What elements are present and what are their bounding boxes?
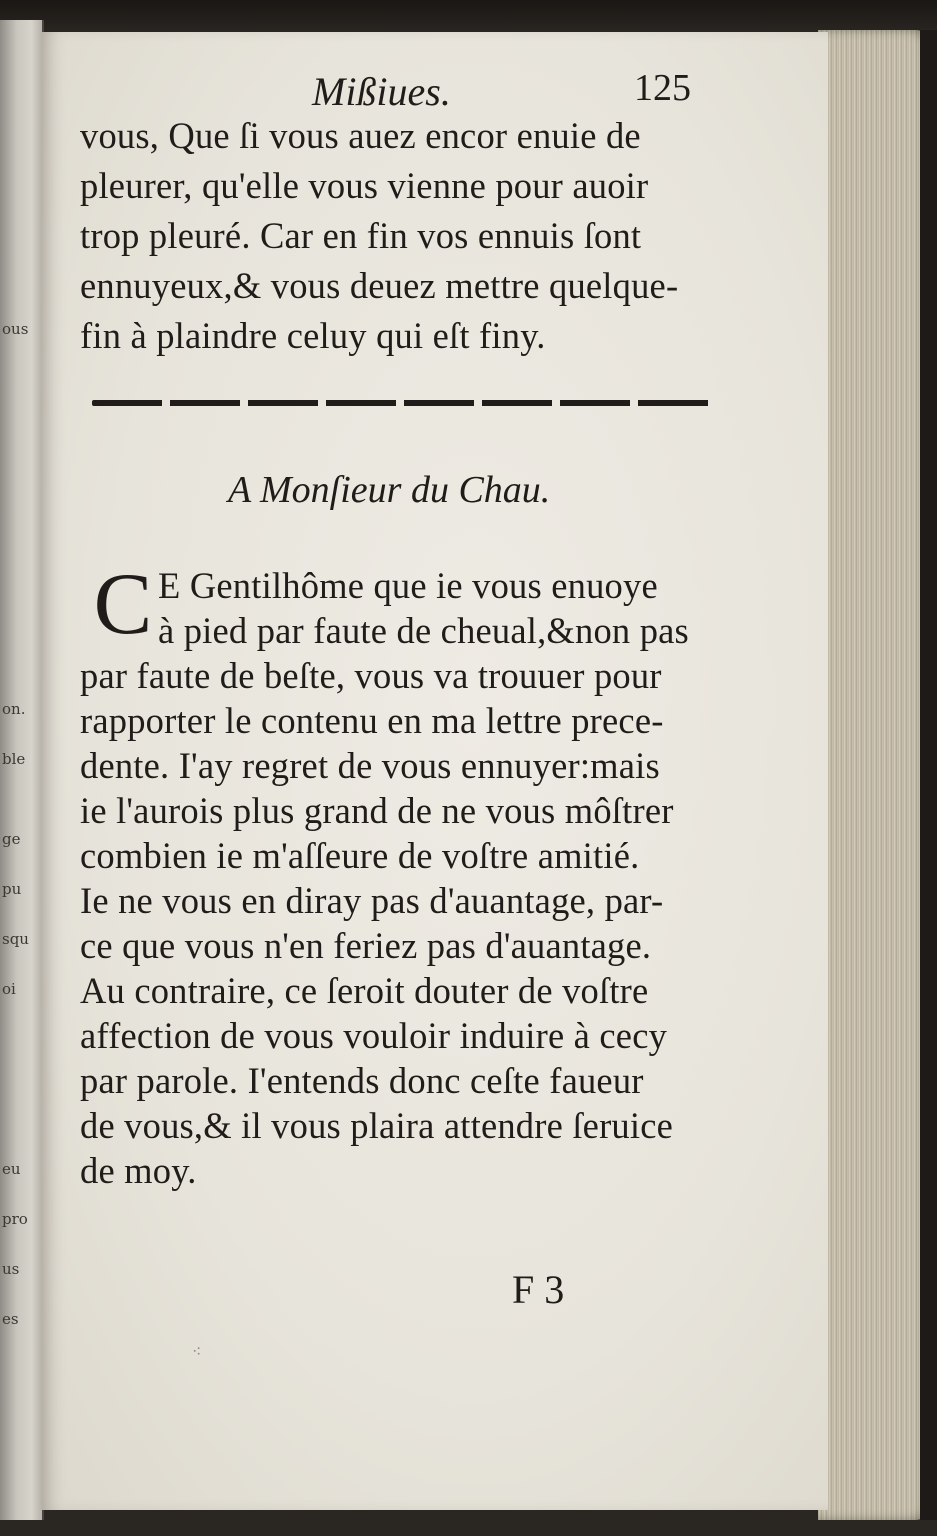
text-line: dente. I'ay regret de vous ennuyer:mais	[80, 745, 660, 786]
text-line: ennuyeux,& vous deuez mettre quelque-	[80, 265, 679, 306]
left-page-fragment: pro	[2, 1210, 28, 1228]
text-line: ie l'aurois plus grand de ne vous môſtrer	[80, 790, 674, 831]
left-page-fragment: ble	[2, 750, 26, 768]
text-line: de moy.	[80, 1150, 197, 1191]
edge-shadow	[920, 30, 937, 1520]
ornamental-rule	[92, 400, 714, 406]
fore-edge-stack	[818, 30, 930, 1520]
left-page-fragment: pu	[2, 880, 22, 898]
left-page-fragment: oi	[2, 980, 16, 998]
text-line: pleurer, qu'elle vous vienne pour auoir	[80, 165, 649, 206]
left-page-fragment: ous	[2, 320, 29, 338]
previous-page-edge	[0, 20, 44, 1520]
book-page	[42, 32, 828, 1510]
text-line: à pied par faute de cheual,&non pas	[158, 610, 689, 651]
left-page-fragment: eu	[2, 1160, 21, 1178]
left-page-fragment: es	[2, 1310, 19, 1328]
page-number: 125	[634, 67, 691, 109]
text-line: par parole. I'entends donc ceſte faueur	[80, 1060, 644, 1101]
letter-heading: A Monſieur du Chau.	[228, 469, 551, 511]
drop-cap: C	[93, 556, 153, 653]
left-page-fragment: us	[2, 1260, 20, 1278]
left-page-fragment: ge	[2, 830, 21, 848]
text-line: par faute de beſte, vous va trouuer pour	[80, 655, 662, 696]
text-line: ce que vous n'en feriez pas d'auantage.	[80, 925, 652, 966]
text-line: Ie ne vous en diray pas d'auantage, par-	[80, 880, 664, 921]
left-page-fragment: squ	[2, 930, 29, 948]
text-line: de vous,& il vous plaira attendre ſeruice	[80, 1105, 674, 1146]
text-line: E Gentilhôme que ie vous enuoye	[158, 565, 658, 606]
ink-smudge: ⁖	[192, 1342, 202, 1361]
running-header: Mißiues.	[312, 69, 451, 114]
text-line: affection de vous vouloir induire à cecy	[80, 1015, 668, 1056]
text-line: rapporter le contenu en ma lettre prece-	[80, 700, 664, 741]
text-line: vous, Que ſi vous auez encor enuie de	[80, 115, 641, 156]
left-page-fragment: on.	[2, 700, 26, 718]
text-line: combien ie m'aſſeure de voſtre amitié.	[80, 835, 640, 876]
signature-mark: F 3	[512, 1267, 565, 1312]
text-line: fin à plaindre celuy qui eſt finy.	[80, 315, 546, 356]
text-line: Au contraire, ce ſeroit douter de voſtre	[80, 970, 649, 1011]
text-line: trop pleuré. Car en fin vos ennuis ſont	[80, 215, 642, 256]
